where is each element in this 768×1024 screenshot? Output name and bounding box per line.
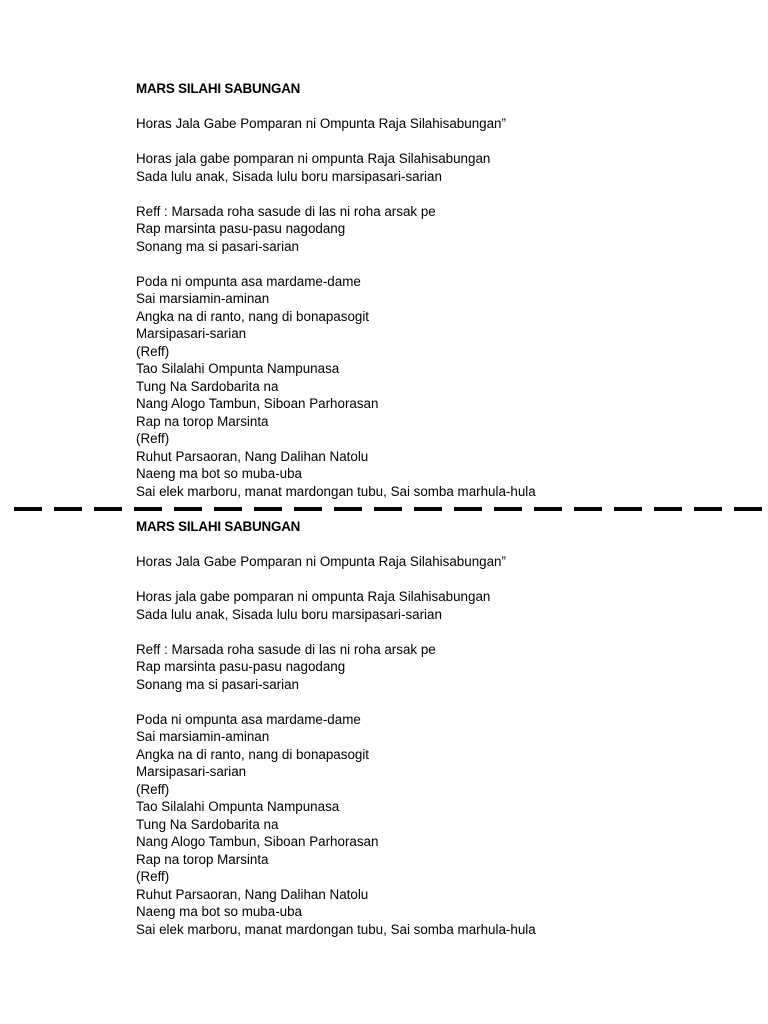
lyrics-section-2: [136, 518, 736, 938]
lyric-line: Angka na di ranto, nang di bonapasogit: [136, 308, 370, 324]
lyric-line: (Reff): [136, 343, 170, 359]
lyric-line: Ruhut Parsaoran, Nang Dalihan Natolu: [136, 448, 369, 464]
lyric-line: Nang Alogo Tambun, Siboan Parhorasan: [136, 396, 379, 411]
lyrics-section-1: [136, 80, 736, 500]
lyric-line: (Reff): [136, 431, 170, 446]
lyric-line: Tung Na Sardobarita na: [136, 378, 279, 394]
lyric-line: Naeng ma bot so muba-uba: [136, 904, 302, 919]
lyric-line: Horas jala gabe pomparan ni ompunta Raja Silahisabungan: [136, 151, 491, 166]
spacer: [136, 255, 736, 273]
lyric-line: (Reff): [136, 869, 170, 884]
spacer: [136, 536, 736, 554]
lyric-line: Sai elek marboru, manat mardongan tubu, Sai somba marhula-hula: [136, 921, 536, 937]
spacer: [136, 623, 736, 641]
song-title: MARS SILAHI SABUNGAN: [136, 81, 301, 96]
lyric-line: Rap marsinta pasu-pasu nagodang: [136, 221, 346, 236]
lyric-line: Marsipasari-sarian: [136, 326, 247, 341]
spacer: [136, 98, 736, 116]
lyric-line: Tung Na Sardobarita na: [136, 816, 279, 832]
lyric-line: Marsipasari-sarian: [136, 764, 247, 779]
song-title: MARS SILAHI SABUNGAN: [136, 519, 301, 534]
lyric-line: Naeng ma bot so muba-uba: [136, 466, 302, 481]
lyric-line: Reff : Marsada roha sasude di las ni roha arsak pe: [136, 203, 436, 219]
lyric-line: Sonang ma si pasari-sarian: [136, 238, 300, 254]
lyric-line: Poda ni ompunta asa mardame-dame: [136, 273, 361, 289]
lyric-line: Ruhut Parsaoran, Nang Dalihan Natolu: [136, 886, 369, 902]
lyric-line: Rap marsinta pasu-pasu nagodang: [136, 659, 346, 674]
lyric-line: Sai elek marboru, manat mardongan tubu, Sai somba marhula-hula: [136, 483, 536, 499]
lyric-line: Horas jala gabe pomparan ni ompunta Raja Silahisabungan: [136, 589, 491, 604]
spacer: [136, 693, 736, 711]
spacer: [136, 185, 736, 203]
spacer: [136, 571, 736, 589]
lyric-line: Rap na torop Marsinta: [136, 851, 269, 867]
lyric-line: Rap na torop Marsinta: [136, 413, 269, 429]
lyric-line: Sonang ma si pasari-sarian: [136, 676, 300, 692]
lyric-line: Nang Alogo Tambun, Siboan Parhorasan: [136, 834, 379, 849]
lyric-line: Sada lulu anak, Sisada lulu boru marsipasari-sarian: [136, 606, 442, 622]
lyric-line: Sada lulu anak, Sisada lulu boru marsipasari-sarian: [136, 168, 442, 184]
lyric-line: Tao Silalahi Ompunta Nampunasa: [136, 799, 340, 814]
dashed-separator: [14, 507, 764, 511]
lyric-line: Poda ni ompunta asa mardame-dame: [136, 711, 361, 727]
spacer: [136, 133, 736, 151]
lyric-line: (Reff): [136, 781, 170, 797]
lyric-line: Angka na di ranto, nang di bonapasogit: [136, 746, 370, 762]
lyric-line: Sai marsiamin-aminan: [136, 729, 270, 744]
song-subtitle: Horas Jala Gabe Pomparan ni Ompunta Raja Silahisabungan”: [136, 554, 506, 569]
lyric-line: Reff : Marsada roha sasude di las ni roha arsak pe: [136, 641, 436, 657]
lyric-line: Sai marsiamin-aminan: [136, 291, 270, 306]
lyric-line: Tao Silalahi Ompunta Nampunasa: [136, 361, 340, 376]
song-subtitle: Horas Jala Gabe Pomparan ni Ompunta Raja Silahisabungan”: [136, 116, 506, 131]
